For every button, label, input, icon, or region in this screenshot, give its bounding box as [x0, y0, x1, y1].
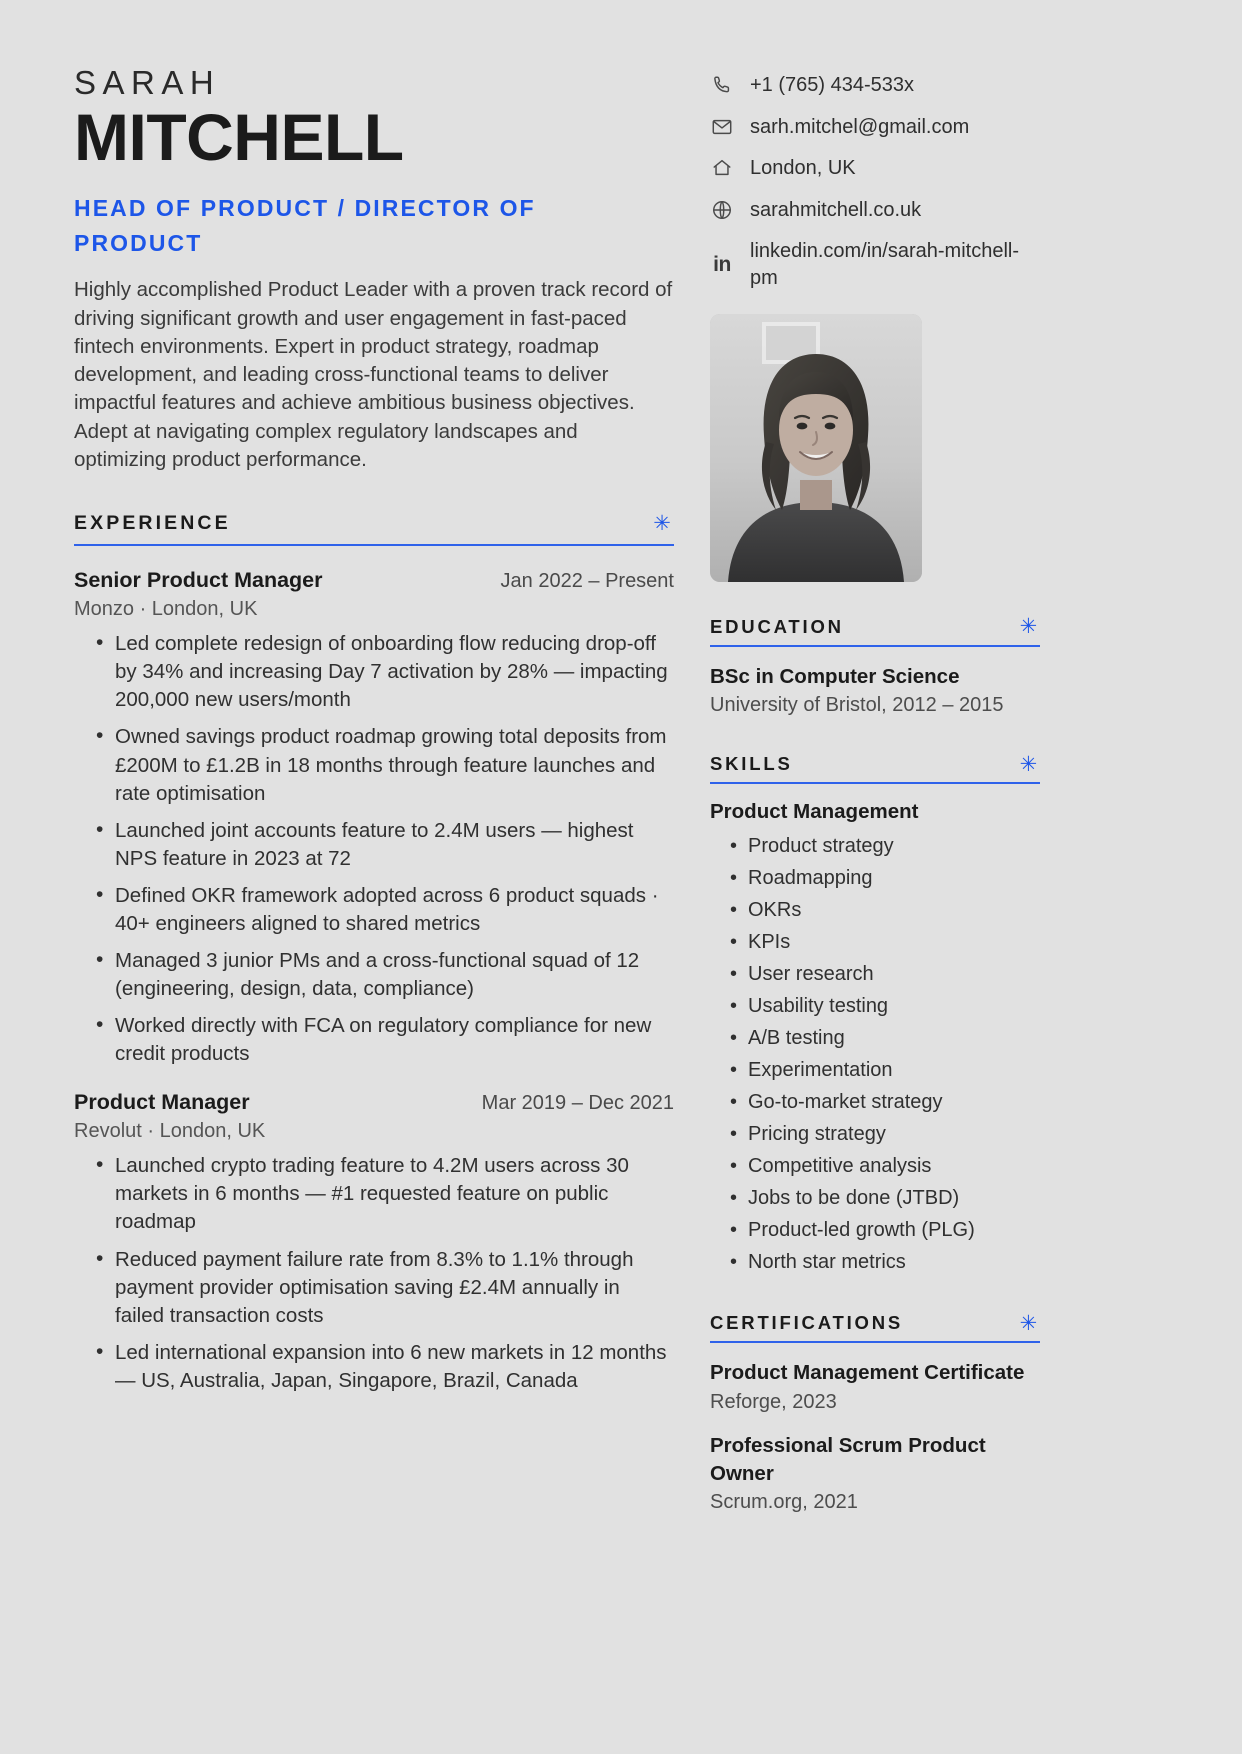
job-bullet: • Managed 3 junior PMs and a cross-functional squad of 12 (engineering, design, data, compliance) [74, 947, 674, 1003]
last-name: MITCHELL [74, 99, 404, 174]
education-institution: University of Bristol, 2012 – 2015 [710, 694, 1004, 717]
job-bullet: • Defined OKR framework adopted across 6 product squads · 40+ engineers aligned to shared metrics [74, 882, 674, 938]
skills-section [710, 753, 1040, 1278]
certification-item [710, 1432, 1040, 1516]
job-bullets [74, 630, 674, 1068]
certification-issuer: Scrum.org, 2021 [710, 1491, 858, 1514]
skill-item: • Jobs to be done (JTBD) [710, 1182, 1040, 1214]
experience-heading [74, 512, 674, 544]
job-bullet: • Launched joint accounts feature to 2.4M users — highest NPS feature in 2023 at 72 [74, 817, 674, 873]
job-dates: Jan 2022 – Present [500, 570, 674, 593]
phone-icon [710, 73, 734, 97]
contact-list [710, 72, 1040, 292]
contact-phone[interactable] [710, 72, 1040, 99]
contact-phone-value: +1 (765) 434-533x [750, 74, 915, 96]
experience-item-header [74, 568, 674, 593]
main-column [74, 46, 674, 1754]
asterisk-icon: ✳ [653, 512, 674, 536]
section-divider [74, 544, 674, 546]
section-divider [710, 782, 1040, 784]
profile-photo [710, 314, 922, 582]
job-bullet: • Reduced payment failure rate from 8.3% to 1.1% through payment provider optimisation saving £2.4M annually in failed transaction costs [74, 1246, 674, 1330]
contact-linkedin[interactable] [710, 238, 1040, 291]
certification-issuer: Reforge, 2023 [710, 1390, 837, 1413]
education-item [710, 663, 1040, 720]
professional-summary: Highly accomplished Product Leader with a proven track record of driving significant growth and user engagement in fast-paced fintech environments. Expert in product strategy, roadmap development, and leading cross-functional teams to deliver impactful features and achieve ambitious business objectives. Adept at navigating complex regulatory landscapes and optimizing product performance. [74, 278, 673, 471]
home-icon [710, 156, 734, 180]
certification-item [710, 1359, 1040, 1416]
contact-location-value: London, UK [750, 157, 856, 180]
education-section [710, 616, 1040, 720]
asterisk-icon: ✳ [1019, 752, 1040, 776]
certifications-section [710, 1312, 1040, 1516]
job-title: Product Manager [74, 1090, 250, 1115]
name-block [74, 64, 674, 174]
experience-heading-label: EXPERIENCE [74, 512, 231, 535]
linkedin-icon: in [713, 253, 731, 277]
experience-item [74, 568, 674, 1068]
skill-item: • Product-led growth (PLG) [710, 1214, 1040, 1246]
skill-list [710, 830, 1040, 1278]
skill-item: • Pricing strategy [710, 1118, 1040, 1150]
certification-name: Product Management Certificate [710, 1361, 1025, 1385]
section-divider [710, 1341, 1040, 1343]
contact-linkedin-value: linkedin.com/in/sarah-mitchell-pm [750, 240, 1019, 289]
envelope-icon [710, 115, 734, 139]
skill-item: • North star metrics [710, 1246, 1040, 1278]
job-bullet: • Worked directly with FCA on regulatory compliance for new credit products [74, 1012, 674, 1068]
job-company-location: Monzo · London, UK [74, 598, 258, 621]
skill-item: • Product strategy [710, 830, 1040, 862]
job-bullet: • Owned savings product roadmap growing total deposits from £200M to £1.2B in 18 months through feature launches and rate optimisation [74, 723, 674, 807]
job-bullet: • Launched crypto trading feature to 4.2M users across 30 markets in 6 months — #1 requested feature on public roadmap [74, 1152, 674, 1236]
skill-item: • Go-to-market strategy [710, 1086, 1040, 1118]
certification-name: Professional Scrum Product Owner [710, 1433, 986, 1485]
first-name: SARAH [74, 64, 221, 101]
skill-item: • Experimentation [710, 1054, 1040, 1086]
job-title: Senior Product Manager [74, 568, 323, 593]
job-bullets [74, 1152, 674, 1395]
job-bullet: • Led complete redesign of onboarding flow reducing drop-off by 34% and increasing Day 7 activation by 28% — impacting 200,000 new users/month [74, 630, 674, 714]
skills-heading-label: SKILLS [710, 753, 793, 775]
experience-item [74, 1090, 674, 1395]
asterisk-icon: ✳ [1019, 1311, 1040, 1335]
professional-headline: HEAD OF PRODUCT / DIRECTOR OF PRODUCT [74, 195, 536, 256]
contact-website-value: sarahmitchell.co.uk [750, 198, 922, 221]
skill-item: • A/B testing [710, 1022, 1040, 1054]
experience-item-header [74, 1090, 674, 1115]
contact-email[interactable] [710, 114, 1040, 141]
skill-item: • Roadmapping [710, 862, 1040, 894]
contact-website[interactable] [710, 197, 1040, 224]
certifications-heading [710, 1312, 1040, 1341]
skill-item: • OKRs [710, 894, 1040, 926]
experience-section [74, 512, 674, 1395]
education-degree: BSc in Computer Science [710, 664, 960, 688]
skills-heading [710, 753, 1040, 782]
contact-email-value: sarh.mitchel@gmail.com [750, 115, 970, 138]
globe-icon [710, 198, 734, 222]
job-dates: Mar 2019 – Dec 2021 [481, 1092, 674, 1115]
contact-location[interactable] [710, 155, 1040, 182]
skill-item: • User research [710, 958, 1040, 990]
certifications-heading-label: CERTIFICATIONS [710, 1312, 904, 1334]
asterisk-icon: ✳ [1019, 615, 1040, 639]
skill-item: • Usability testing [710, 990, 1040, 1022]
skill-group-title: Product Management [710, 800, 919, 824]
skill-item: • KPIs [710, 926, 1040, 958]
section-divider [710, 645, 1040, 647]
sidebar-column [710, 46, 1040, 1754]
job-bullet: • Led international expansion into 6 new markets in 12 months — US, Australia, Japan, Singapore, Brazil, Canada [74, 1339, 674, 1395]
education-heading-label: EDUCATION [710, 615, 844, 637]
skill-item: • Competitive analysis [710, 1150, 1040, 1182]
job-company-location: Revolut · London, UK [74, 1120, 266, 1143]
education-heading [710, 616, 1040, 645]
